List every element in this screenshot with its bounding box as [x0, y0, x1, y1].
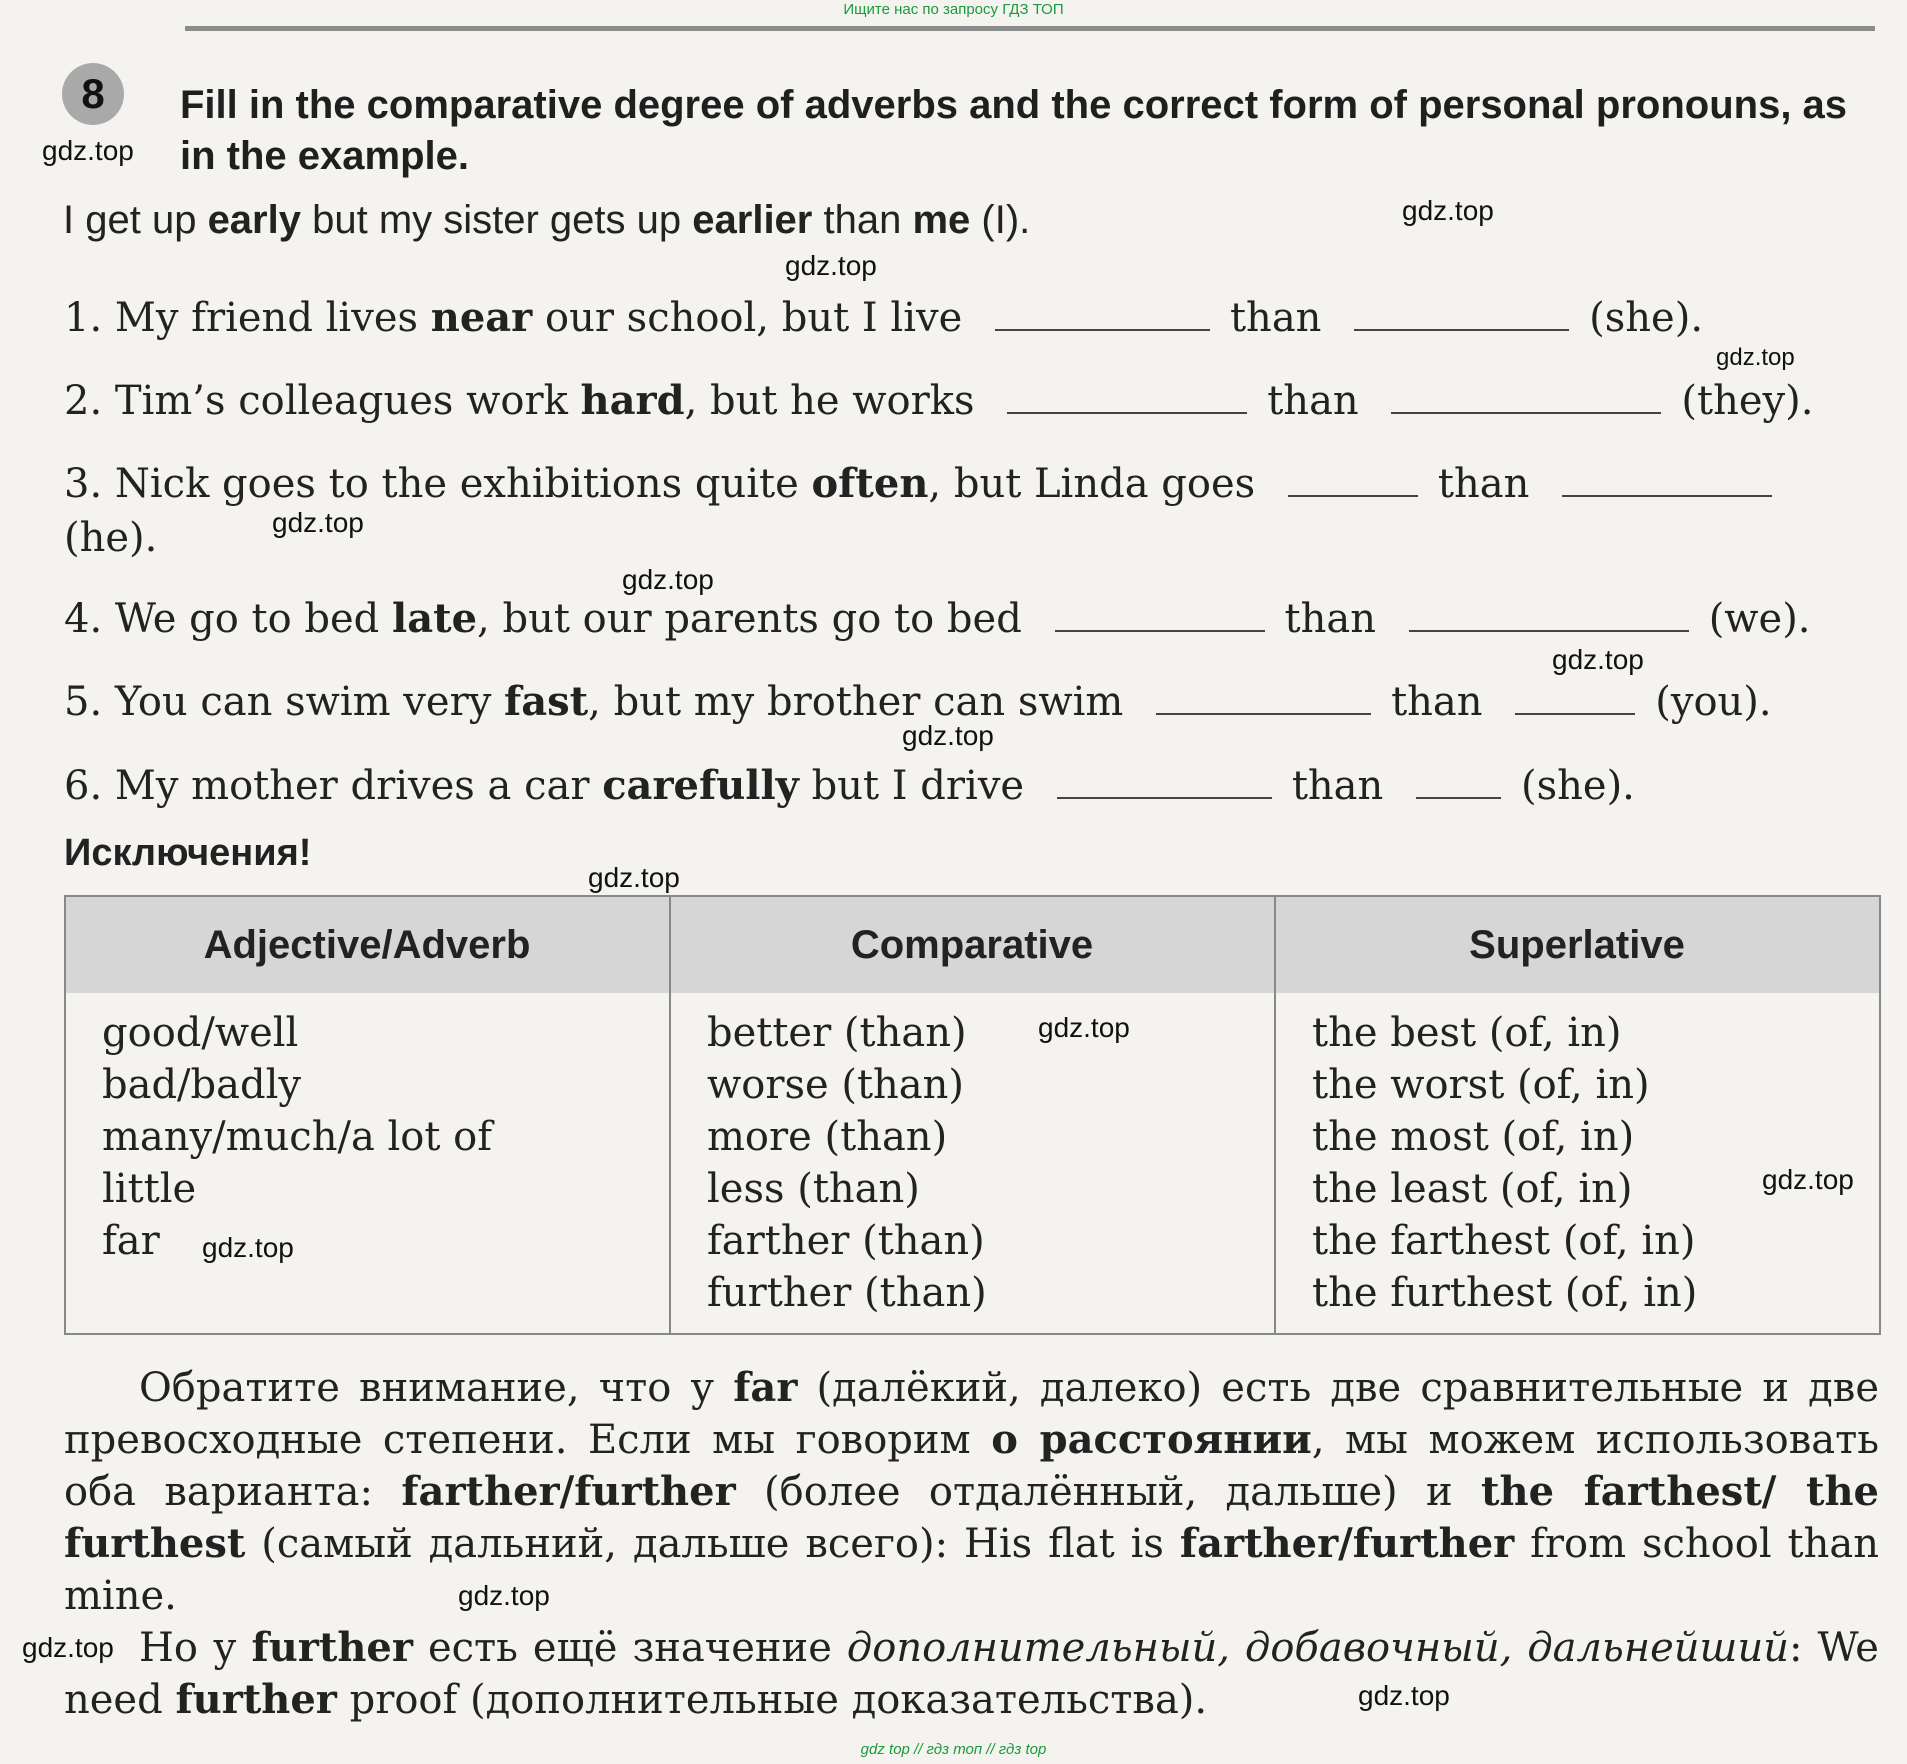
table-cell: the best (of, in)	[1312, 1010, 1622, 1056]
exercise-item-5: 5. You can swim very fast, but my brother can swim than (you).	[64, 678, 1772, 725]
exercise-item-6: 6. My mother drives a car carefully but I drive than (she).	[64, 762, 1635, 809]
answer-blank[interactable]	[1055, 596, 1265, 632]
table-cell: more (than)	[707, 1114, 948, 1160]
watermark-text: gdz.top	[1552, 644, 1644, 675]
watermark-text: gdz.top	[42, 135, 134, 166]
watermark-text: gdz.top	[902, 720, 994, 751]
top-divider	[185, 26, 1875, 31]
table-header: Adjective/Adverb	[65, 896, 670, 993]
table-row	[65, 993, 1880, 1334]
answer-blank[interactable]	[1409, 596, 1689, 632]
exceptions-title: Исключения!	[64, 832, 312, 874]
exercise-number-badge: 8	[62, 63, 124, 125]
table-cell: many/much/a lot of	[102, 1114, 493, 1160]
table-cell: further (than)	[707, 1270, 987, 1316]
watermark-text: gdz.top	[588, 862, 680, 893]
watermark-text: gdz.top	[622, 564, 714, 595]
table-cell: the most (of, in)	[1312, 1114, 1635, 1160]
watermark-text: gdz.top	[1358, 1680, 1450, 1711]
watermark-text: gdz.top	[202, 1232, 294, 1263]
watermark-text: gdz.top	[458, 1580, 550, 1611]
table-header: Superlative	[1275, 896, 1880, 993]
answer-blank[interactable]	[1391, 378, 1661, 414]
adjective-column	[65, 993, 670, 1334]
answer-blank[interactable]	[1515, 679, 1635, 715]
note-far-paragraph: Обратите внимание, что у far (далёкий, далеко) есть две сравнительные и две превосходные степени. Если мы говорим о расстоянии, мы можем использовать оба варианта: farther/further (более отдалённый, дальше) и the farthest/ the furthest (самый дальний, дальше всего): His flat is farther/further from school than mine.	[64, 1364, 1879, 1619]
watermark-text: gdz.top	[1716, 344, 1795, 371]
exercise-item-3-continued: (he).	[64, 515, 158, 561]
table-header-row	[65, 896, 1880, 993]
answer-blank[interactable]	[1057, 763, 1272, 799]
table-cell: the furthest (of, in)	[1312, 1270, 1698, 1316]
table-cell: good/well	[102, 1010, 299, 1056]
table-cell: farther (than)	[707, 1218, 985, 1264]
watermark-text: gdz.top	[22, 1632, 114, 1663]
watermark-text: gdz.top	[1038, 1012, 1130, 1043]
watermark-text: gdz.top	[1762, 1164, 1854, 1195]
exercise-instruction: Fill in the comparative degree of adverbs and the correct form of personal pronouns, as in the example.	[180, 83, 1848, 178]
table-cell: little	[102, 1166, 197, 1212]
watermark-text: gdz.top	[1402, 195, 1494, 226]
table-cell: bad/badly	[102, 1062, 301, 1108]
answer-blank[interactable]	[1562, 461, 1772, 497]
example-sentence: I get up early but my sister gets up earlier than me (I).	[63, 198, 1031, 242]
comparative-column	[670, 993, 1275, 1334]
table-cell: better (than)	[707, 1010, 967, 1056]
answer-blank[interactable]	[1354, 295, 1569, 331]
exercise-item-4: 4. We go to bed late, but our parents go to bed than (we).	[64, 595, 1811, 642]
exercise-item-1: 1. My friend lives near our school, but I live than (she).	[64, 294, 1704, 341]
table-cell: worse (than)	[707, 1062, 965, 1108]
table-cell: the worst (of, in)	[1312, 1062, 1650, 1108]
table-cell: the least (of, in)	[1312, 1166, 1633, 1212]
table-header: Comparative	[670, 896, 1275, 993]
exercise-item-3: 3. Nick goes to the exhibitions quite often, but Linda goes than	[64, 458, 1884, 510]
watermark-text: gdz.top	[785, 250, 877, 281]
bottom-banner-note: gdz top // гдз топ // гдз top	[860, 1741, 1047, 1758]
watermark-text: gdz.top	[272, 507, 364, 538]
answer-blank[interactable]	[1416, 763, 1501, 799]
table-cell: less (than)	[707, 1166, 920, 1212]
answer-blank[interactable]	[1156, 679, 1371, 715]
irregular-forms-table	[64, 895, 1881, 1335]
table-cell: far	[102, 1218, 160, 1264]
table-cell: the farthest (of, in)	[1312, 1218, 1696, 1264]
note-further-paragraph: Но у further есть ещё значение дополнительный, добавочный, дальнейший: We need further proof (дополнительные доказательства).	[64, 1624, 1879, 1723]
answer-blank[interactable]	[1007, 378, 1247, 414]
answer-blank[interactable]	[1288, 461, 1418, 497]
top-banner-note: Ищите нас по запросу ГДЗ ТОП	[843, 1, 1064, 18]
answer-blank[interactable]	[995, 295, 1210, 331]
exercise-item-2: 2. Tim’s colleagues work hard, but he works than (they).	[64, 377, 1814, 424]
